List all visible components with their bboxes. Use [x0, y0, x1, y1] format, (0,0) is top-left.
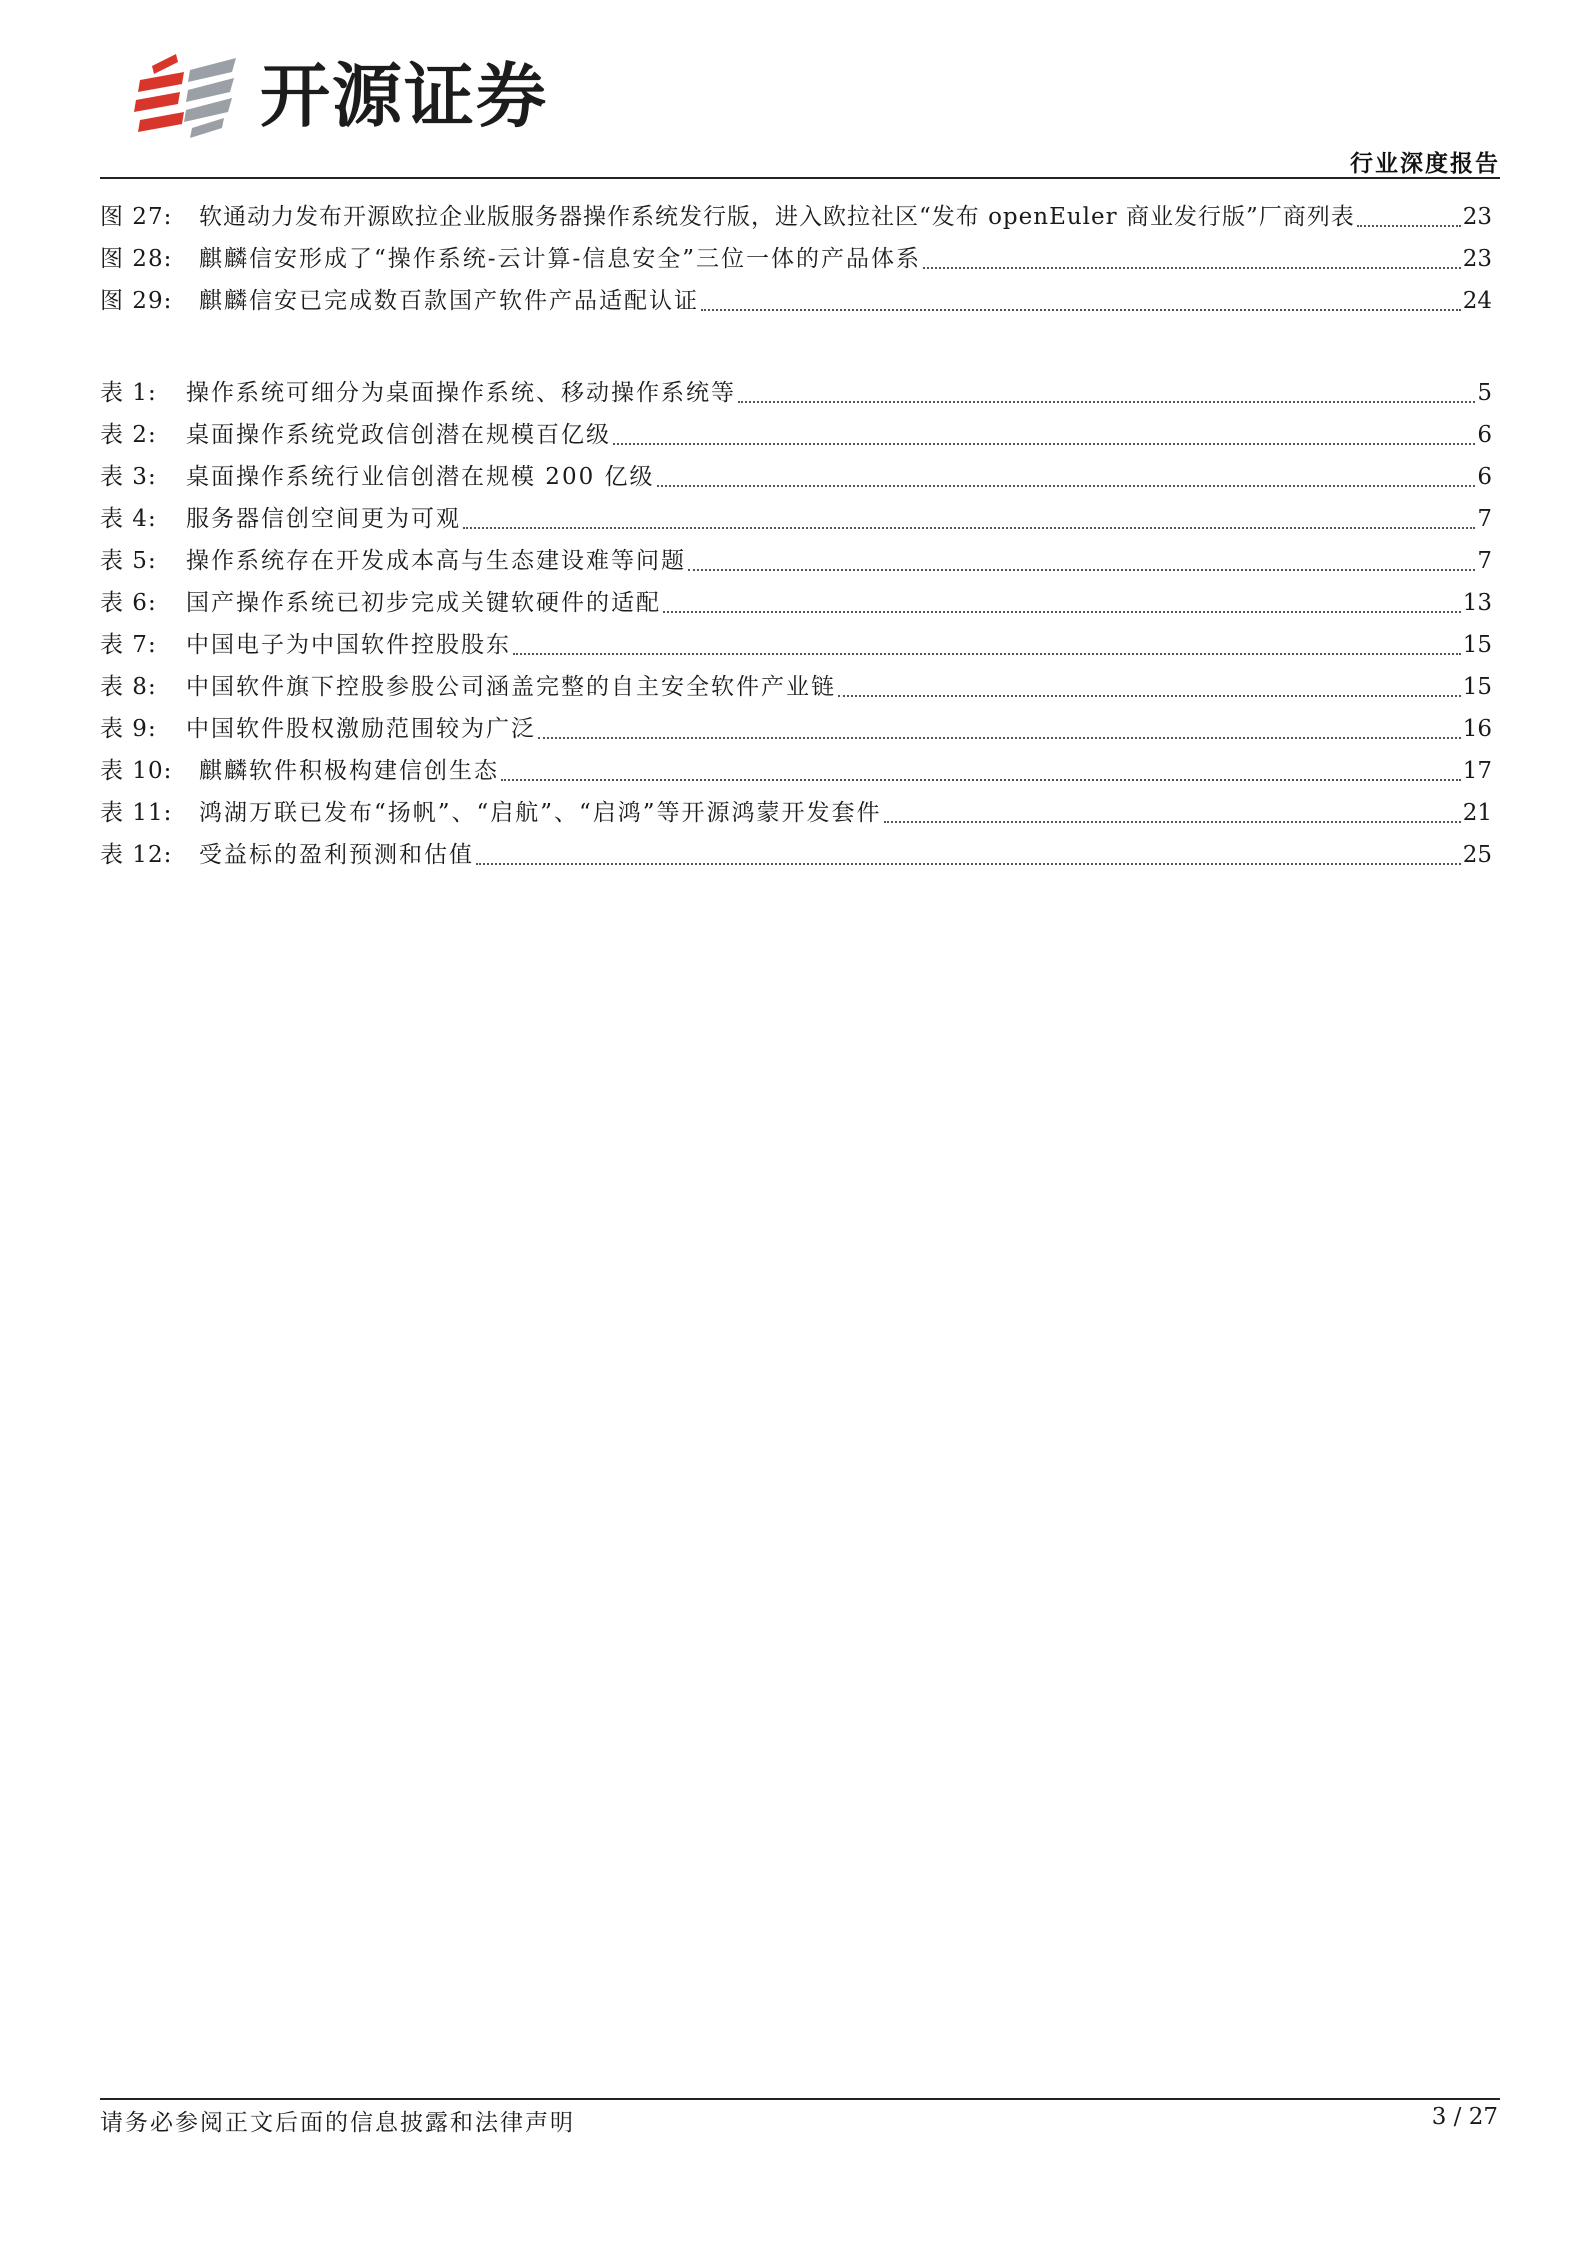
toc-label: 表 4: — [100, 506, 157, 532]
toc-title: 中国软件股权激励范围较为广泛 — [186, 716, 536, 742]
toc-table-entry[interactable] — [100, 414, 1492, 456]
toc-page-number: 13 — [1462, 590, 1492, 616]
toc-title: 麒麟软件积极构建信创生态 — [199, 758, 499, 784]
toc-table-entry[interactable] — [100, 750, 1492, 792]
toc-dot-leader — [613, 443, 1475, 445]
toc-label: 表 11: — [100, 800, 173, 826]
toc-figure-entry[interactable] — [100, 196, 1492, 238]
toc-table-entry[interactable] — [100, 372, 1492, 414]
toc-label: 表 7: — [100, 632, 157, 658]
toc-table-entry[interactable] — [100, 456, 1492, 498]
toc-dot-leader — [884, 821, 1461, 823]
report-type-label: 行业深度报告 — [1350, 151, 1500, 177]
toc-page-number: 7 — [1477, 506, 1492, 532]
table-index — [100, 372, 1492, 876]
toc-table-entry[interactable] — [100, 834, 1492, 876]
header-divider — [100, 177, 1500, 179]
toc-dot-leader — [513, 653, 1461, 655]
toc-dot-leader — [501, 779, 1461, 781]
toc-title: 麒麟信安形成了“操作系统-云计算-信息安全”三位一体的产品体系 — [199, 246, 922, 272]
toc-dot-leader — [701, 309, 1461, 311]
toc-dot-leader — [463, 527, 1475, 529]
toc-label: 表 1: — [100, 380, 157, 406]
toc-dot-leader — [688, 569, 1475, 571]
toc-title: 受益标的盈利预测和估值 — [199, 842, 474, 868]
toc-title: 麒麟信安已完成数百款国产软件产品适配认证 — [199, 288, 699, 314]
toc-table-entry[interactable] — [100, 792, 1492, 834]
toc-label: 表 3: — [100, 464, 157, 490]
toc-table-entry[interactable] — [100, 624, 1492, 666]
brand-logo — [132, 50, 548, 142]
toc-label: 图 29: — [100, 288, 173, 314]
toc-dot-leader — [738, 401, 1475, 403]
toc-page-number: 6 — [1477, 422, 1492, 448]
toc-title: 桌面操作系统行业信创潜在规模 200 亿级 — [186, 464, 655, 490]
toc-label: 图 28: — [100, 246, 173, 272]
toc-dot-leader — [838, 695, 1461, 697]
toc-page-number: 15 — [1462, 674, 1492, 700]
toc-page-number: 16 — [1462, 716, 1492, 742]
toc-page-number: 21 — [1462, 800, 1492, 826]
toc-page-number: 6 — [1477, 464, 1492, 490]
toc-page-number: 7 — [1477, 548, 1492, 574]
toc-page-number: 23 — [1462, 204, 1492, 230]
footer-divider — [100, 2098, 1500, 2100]
toc-page-number: 25 — [1462, 842, 1492, 868]
figure-index — [100, 196, 1492, 322]
toc-title: 操作系统存在开发成本高与生态建设难等问题 — [186, 548, 686, 574]
toc-dot-leader — [476, 863, 1461, 865]
toc-dot-leader — [657, 485, 1476, 487]
toc-label: 图 27: — [100, 204, 173, 230]
toc-table-entry[interactable] — [100, 666, 1492, 708]
toc-dot-leader — [1357, 225, 1461, 227]
toc-figure-entry[interactable] — [100, 280, 1492, 322]
toc-title: 操作系统可细分为桌面操作系统、移动操作系统等 — [186, 380, 736, 406]
toc-title: 鸿湖万联已发布“扬帆”、“启航”、“启鸿”等开源鸿蒙开发套件 — [199, 800, 882, 826]
toc-dot-leader — [923, 267, 1461, 269]
toc-title: 服务器信创空间更为可观 — [186, 506, 461, 532]
toc-page-number: 15 — [1462, 632, 1492, 658]
toc-page-number: 17 — [1462, 758, 1492, 784]
toc-title: 国产操作系统已初步完成关键软硬件的适配 — [186, 590, 661, 616]
kaiyuan-securities-logo-icon — [132, 50, 242, 142]
toc-page-number: 5 — [1477, 380, 1492, 406]
toc-page-number: 24 — [1462, 288, 1492, 314]
toc-label: 表 9: — [100, 716, 157, 742]
toc-page-number: 23 — [1462, 246, 1492, 272]
toc-figure-entry[interactable] — [100, 238, 1492, 280]
toc-title: 中国软件旗下控股参股公司涵盖完整的自主安全软件产业链 — [186, 674, 836, 700]
toc-table-entry[interactable] — [100, 540, 1492, 582]
toc-label: 表 2: — [100, 422, 157, 448]
brand-name: 开源证券 — [260, 55, 548, 137]
toc-table-entry[interactable] — [100, 582, 1492, 624]
toc-label: 表 8: — [100, 674, 157, 700]
toc-dot-leader — [538, 737, 1461, 739]
toc-title: 中国电子为中国软件控股股东 — [186, 632, 511, 658]
toc-title: 桌面操作系统党政信创潜在规模百亿级 — [186, 422, 611, 448]
toc-dot-leader — [663, 611, 1461, 613]
toc-title: 软通动力发布开源欧拉企业版服务器操作系统发行版，进入欧拉社区“发布 openEuler 商业发行版”厂商列表 — [199, 204, 1355, 230]
toc-label: 表 12: — [100, 842, 173, 868]
toc-label: 表 10: — [100, 758, 173, 784]
toc-table-entry[interactable] — [100, 498, 1492, 540]
legal-disclaimer-note: 请务必参阅正文后面的信息披露和法律声明 — [100, 2110, 575, 2136]
page-number: 3 / 27 — [1431, 2104, 1498, 2130]
toc-label: 表 6: — [100, 590, 157, 616]
toc-label: 表 5: — [100, 548, 157, 574]
toc-table-entry[interactable] — [100, 708, 1492, 750]
